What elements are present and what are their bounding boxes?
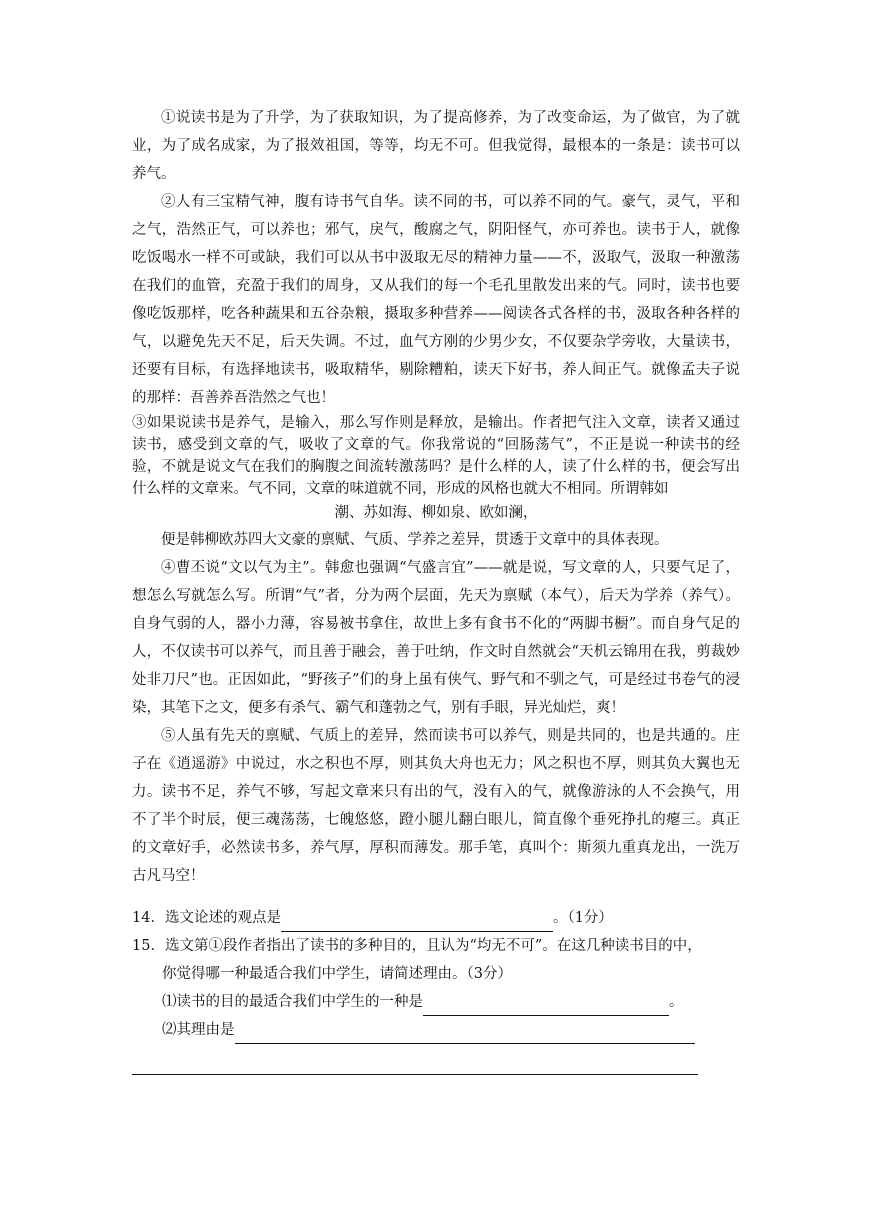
paragraph-3: ③如果说读书是养气，是输入，那么写作则是释放，是输出。作者把气注入文章，读者又通过读书，感受到文章的气，吸收了文章的气。你我常说的“回肠荡气”，不正是说一种读书的经验，不就是说文气在我们的胸腹之间流转激荡吗？是什么样的人，读了什么样的书，便会写出什么样的文章来。气不同，文章的味道就不同，形成的风格也就大不相同。所谓韩如 <box>132 415 740 497</box>
question-14-prompt: 14．选文论述的观点是 <box>132 910 281 926</box>
question-14 <box>132 904 740 932</box>
paragraph-3-tail: 便是韩柳欧苏四大文豪的禀赋、气质、学养之差异，贯透于文章中的具体表现。 <box>161 532 669 548</box>
question-15-sub-1-answer-blank[interactable] <box>423 995 669 1016</box>
paragraph-2: ②人有三宝精气神，腹有诗书气自华。读不同的书，可以养不同的气。豪气，灵气，平和之气，浩然正气，可以养也；邪气，戾气，酸腐之气，阴阳怪气，亦可养也。读书于人，就像吃饭喝水一样不可或缺，我们可以从书中汲取无尽的精神力量——不，汲取气，汲取一种激荡在我们的血管，充盈于我们的周身，又从我们的每一个毛孔里散发出来的气。同时，读书也要像吃饭那样，吃各种蔬果和五谷杂粮，摄取多种营养——阅读各式各样的书，汲取各种各样的气，以避免先天不足，后天失调。不过，血气方刚的少男少女，不仅要杂学旁收，大量读书，还要有目标，有选择地读书，吸取精华，剔除糟粕，读天下好书，养人间正气。就像孟夫子说的那样：吾善养吾浩然之气也！ <box>132 194 740 406</box>
paragraph-5: ⑤人虽有先天的禀赋、气质上的差异，然而读书可以养气，则是共同的，也是共通的。庄子在《逍遥游》中说过，水之积也不厚，则其负大舟也无力；风之积也不厚，则其负大翼也无力。读书不足，养气不够，写起文章来只有出的气，没有入的气，就像游泳的人不会换气，用不了半个时辰，便三魂荡荡，七魄悠悠，蹬小腿儿翻白眼儿，简直像个垂死挣扎的瘪三。真正的文章好手，必然读书多，养气厚，厚积而薄发。那手笔，真叫个：斯须九重真龙出，一洗万古凡马空！ <box>132 728 740 884</box>
paragraph-4: ④曹丕说“文以气为主”。韩愈也强调“气盛言宜”——就是说，写文章的人，只要气足了，想怎么写就怎么写。所谓“气”者，分为两个层面，先天为禀赋（本气），后天为学养（养气）。自身气弱的人，器小力薄，容易被书拿住，故世上多有食书不化的“两脚书橱”。而自身气足的人，不仅读书可以养气，而且善于融会，善于吐纳，作文时自然就会“天机云锦用在我，剪裁妙处非刀尺”也。正因如此，“野孩子”们的身上虽有侠气、野气和不驯之气，可是经过书卷气的浸染，其笔下之文，便多有杀气、霸气和蓬勃之气，别有手眼，异光灿烂，爽！ <box>132 560 740 716</box>
document-page <box>132 104 740 1075</box>
question-15 <box>132 932 740 1075</box>
paragraph-1: ①说读书是为了升学，为了获取知识，为了提高修养，为了改变命运，为了做官，为了就业，为了成名成家，为了报效祖国，等等，均无不可。但我觉得，最根本的一条是：读书可以养气。 <box>132 110 740 182</box>
paragraph-3-centered-line: 潮、苏如海、柳如泉、欧如澜， <box>334 505 538 521</box>
question-15-sub-2-answer-blank[interactable] <box>235 1023 695 1044</box>
question-15-sub-1-suffix: 。 <box>669 994 684 1010</box>
question-14-score: 。（1分） <box>552 910 613 926</box>
question-15-line-1: 15．选文第①段作者指出了读书的多种目的，且认为“均无不可”。在这几种读书目的中， <box>132 938 702 954</box>
question-15-sub-2-prompt: ⑵其理由是 <box>162 1022 235 1038</box>
question-15-line-2: 你觉得哪一种最适合我们中学生，请简述理由。（3分） <box>162 966 512 982</box>
question-14-answer-blank[interactable] <box>281 911 553 932</box>
question-15-sub-1-prompt: ⑴读书的目的最适合我们中学生的一种是 <box>162 994 423 1010</box>
question-15-answer-line[interactable] <box>132 1054 698 1075</box>
